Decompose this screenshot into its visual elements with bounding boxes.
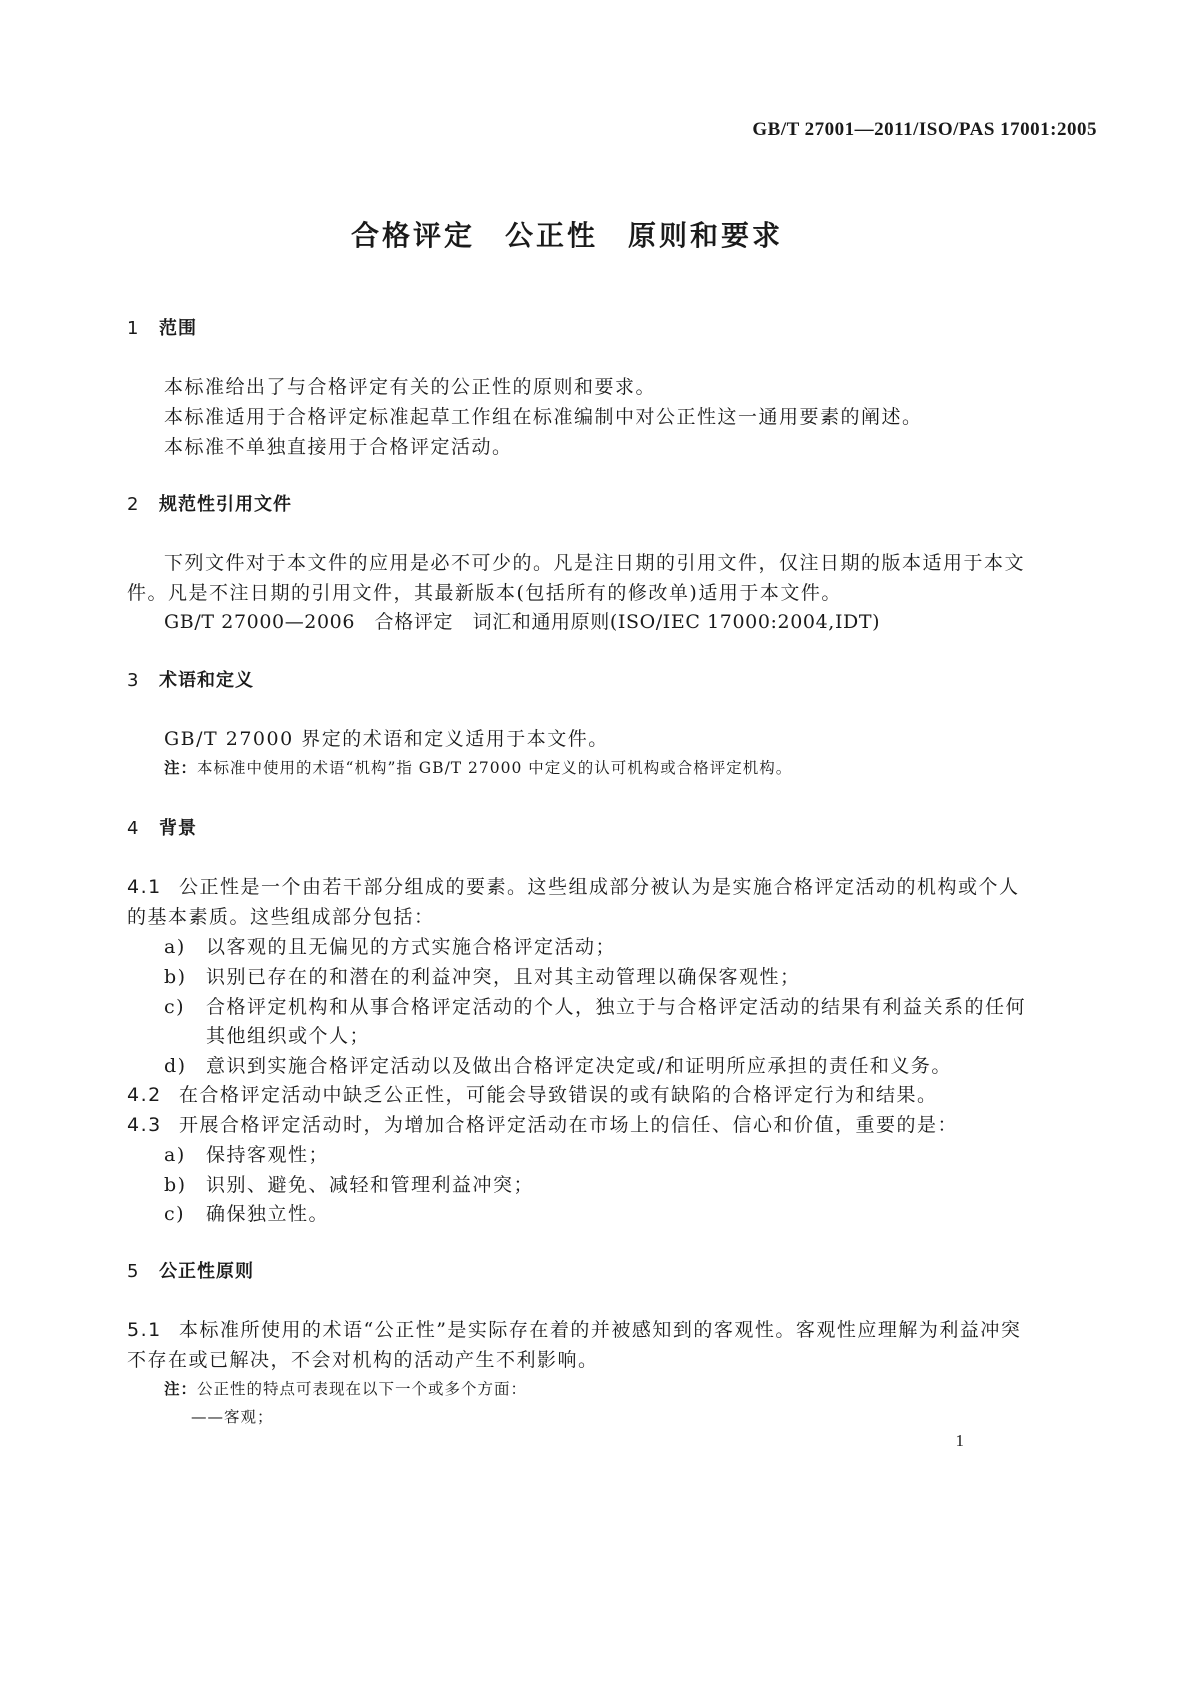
section-5-heading: [127, 1257, 254, 1283]
note-label: 注：: [164, 1380, 198, 1398]
clause-text: 本标准所使用的术语“公正性”是实际存在着的并被感知到的客观性。客观性应理解为利益冲突: [179, 1319, 1022, 1341]
clause-text: 公正性是一个由若干部分组成的要素。这些组成部分被认为是实施合格评定活动的机构或个人: [179, 876, 1020, 898]
paragraph: 本标准不单独直接用于合格评定活动。: [164, 436, 513, 458]
clause-number: 4.2: [127, 1084, 162, 1106]
title-part-2: 公正性: [505, 219, 599, 252]
section-number: 4: [127, 818, 140, 839]
section-number: 2: [127, 494, 140, 515]
list-text: 确保独立性。: [206, 1203, 330, 1225]
clause-number: 4.1: [127, 876, 162, 898]
document-title: [351, 214, 783, 254]
list-marker: b): [164, 966, 187, 988]
list-item: [164, 1051, 952, 1078]
list-item-continuation: 其他组织或个人；: [206, 1025, 371, 1047]
note-dash-item: ——客观；: [191, 1408, 274, 1426]
list-marker: c): [164, 1203, 186, 1225]
list-marker: c): [164, 996, 186, 1018]
normative-reference: GB/T 27000—2006 合格评定 词汇和通用原则(ISO/IEC 17000:2004,IDT): [164, 611, 881, 633]
list-marker: a): [164, 936, 186, 958]
list-item: [164, 1199, 329, 1226]
note-text: 公正性的特点可表现在以下一个或多个方面：: [197, 1380, 528, 1398]
clause-continuation: 的基本素质。这些组成部分包括：: [127, 906, 435, 928]
list-item: [164, 962, 801, 989]
section-4-heading: [127, 814, 197, 840]
section-2-heading: [127, 490, 292, 516]
note-label: 注：: [164, 759, 198, 777]
paragraph: 本标准适用于合格评定标准起草工作组在标准编制中对公正性这一通用要素的阐述。: [164, 406, 923, 428]
clause-number: 5.1: [127, 1319, 162, 1341]
clause-4-3: [127, 1110, 958, 1137]
list-marker: d): [164, 1055, 187, 1077]
section-title: 范围: [159, 318, 197, 339]
section-number: 5: [127, 1261, 140, 1282]
section-title: 背景: [159, 818, 197, 839]
list-item: [164, 932, 616, 959]
paragraph: 本标准给出了与合格评定有关的公正性的原则和要求。: [164, 376, 657, 398]
list-item: [164, 992, 1026, 1019]
note: [164, 756, 792, 778]
page-number: 1: [955, 1431, 964, 1450]
section-title: 规范性引用文件: [159, 494, 292, 515]
note-text: 本标准中使用的术语“机构”指 GB/T 27000 中定义的认可机构或合格评定机构。: [197, 759, 793, 777]
paragraph: 下列文件对于本文件的应用是必不可少的。凡是注日期的引用文件，仅注日期的版本适用于本文: [164, 552, 1026, 574]
list-marker: a): [164, 1144, 186, 1166]
list-item: [164, 1140, 329, 1167]
list-text: 意识到实施合格评定活动以及做出合格评定决定或/和证明所应承担的责任和义务。: [206, 1055, 952, 1077]
clause-continuation: 不存在或已解决，不会对机构的活动产生不利影响。: [127, 1349, 599, 1371]
clause-4-1: [127, 872, 1020, 899]
section-1-heading: [127, 314, 197, 340]
paragraph: GB/T 27000 界定的术语和定义适用于本文件。: [164, 728, 609, 750]
clause-text: 开展合格评定活动时，为增加合格评定活动在市场上的信任、信心和价值，重要的是：: [179, 1114, 959, 1136]
clause-number: 4.3: [127, 1114, 162, 1136]
list-marker: b): [164, 1174, 187, 1196]
title-part-1: 合格评定: [351, 219, 476, 252]
list-text: 保持客观性；: [206, 1144, 330, 1166]
section-title: 公正性原则: [159, 1261, 254, 1282]
note: [164, 1377, 527, 1399]
section-number: 3: [127, 670, 140, 691]
list-text: 识别、避免、减轻和管理利益冲突；: [206, 1174, 535, 1196]
paragraph: 件。凡是不注日期的引用文件，其最新版本(包括所有的修改单)适用于本文件。: [127, 582, 842, 604]
standard-code-header: GB/T 27001—2011/ISO/PAS 17001:2005: [752, 119, 1097, 140]
section-title: 术语和定义: [159, 670, 254, 691]
list-text: 合格评定机构和从事合格评定活动的个人，独立于与合格评定活动的结果有利益关系的任何: [206, 996, 1027, 1018]
clause-4-2: [127, 1080, 938, 1107]
section-3-heading: [127, 666, 254, 692]
list-text: 识别已存在的和潜在的利益冲突，且对其主动管理以确保客观性；: [206, 966, 801, 988]
clause-text: 在合格评定活动中缺乏公正性，可能会导致错误的或有缺陷的合格评定行为和结果。: [179, 1084, 938, 1106]
clause-5-1: [127, 1315, 1021, 1342]
section-number: 1: [127, 318, 140, 339]
list-item: [164, 1170, 534, 1197]
title-part-3: 原则和要求: [628, 219, 784, 252]
list-text: 以客观的且无偏见的方式实施合格评定活动；: [206, 936, 617, 958]
